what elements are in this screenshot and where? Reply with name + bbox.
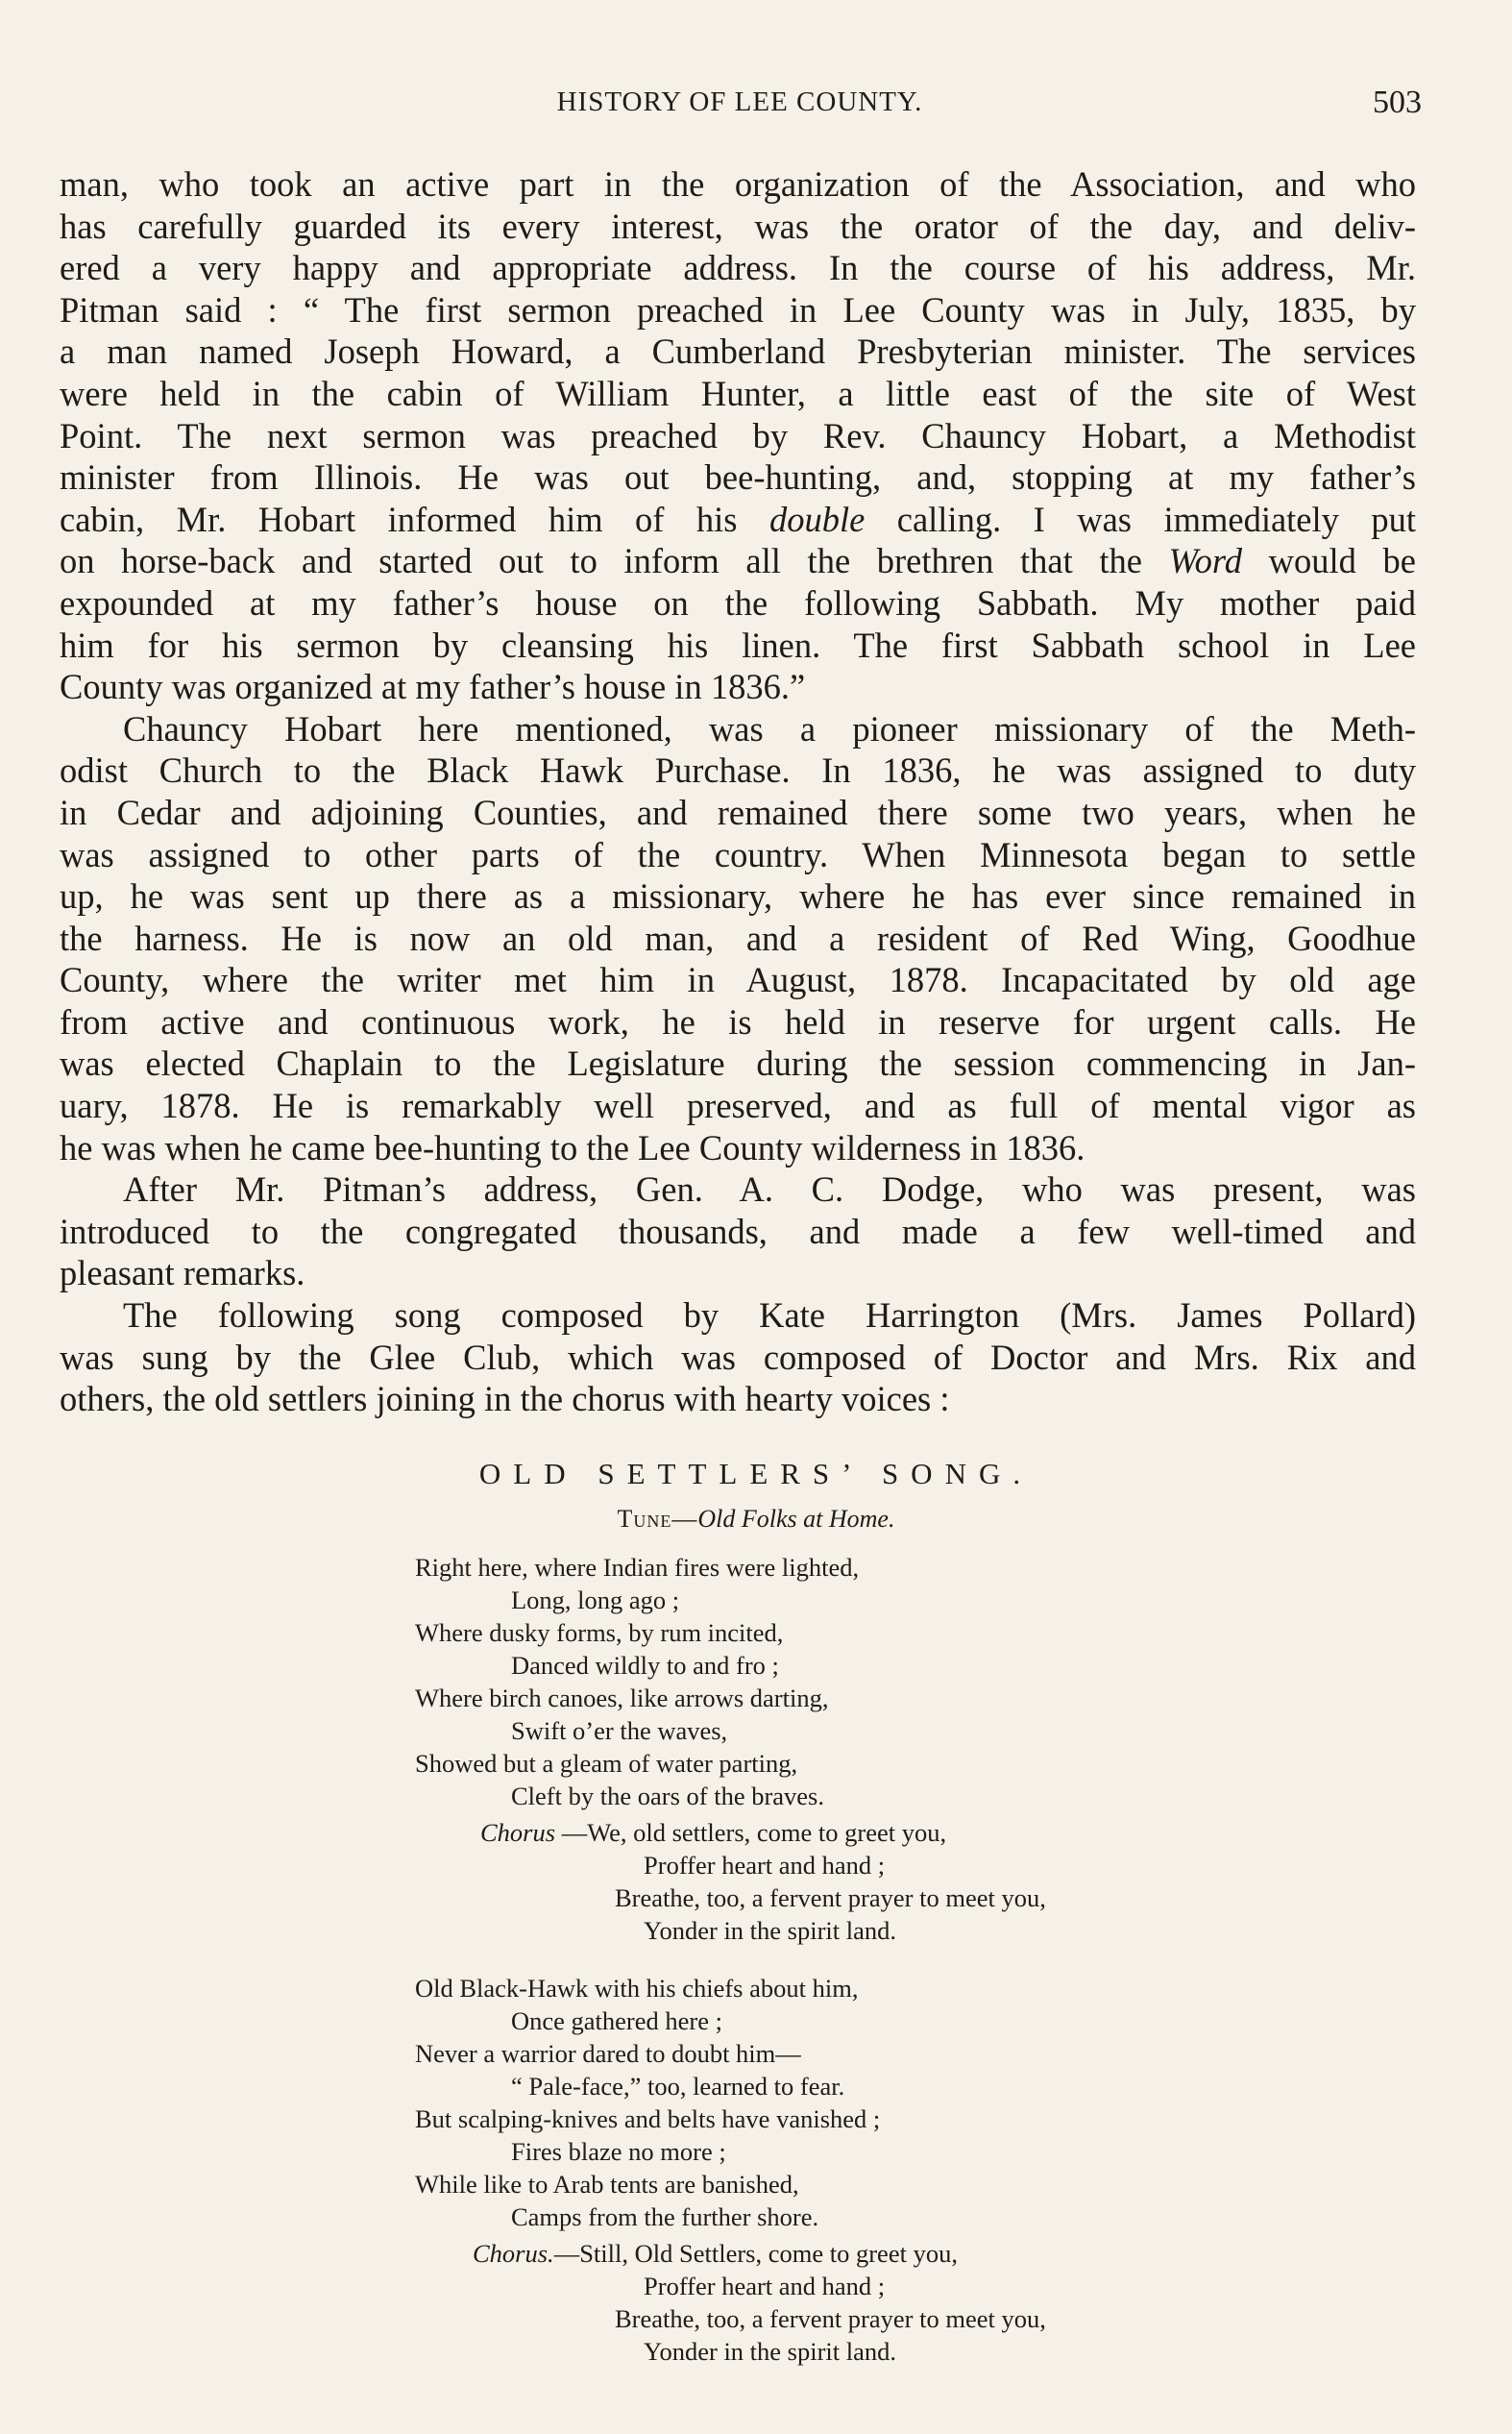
text-segment: calling. I was immediately put <box>865 499 1416 539</box>
song-title: OLD SETTLERS’ SONG. <box>478 1457 1034 1490</box>
verse-line: While like to Arab tents are banished, <box>415 2170 799 2199</box>
verse-line: But scalping-knives and belts have vanished ; <box>415 2104 881 2133</box>
chorus-line <box>480 1818 946 1847</box>
chorus-line: Yonder in the spirit land. <box>644 1916 897 1945</box>
chorus-line: Proffer heart and hand ; <box>644 2272 886 2300</box>
song-tune <box>0 1505 1512 1534</box>
running-head <box>58 86 1422 125</box>
italic-word: double <box>768 499 866 539</box>
text-line: odist Church to the Black Hawk Purchase. In 1836, he was assigned to duty <box>60 750 1416 791</box>
chorus-line: Proffer heart and hand ; <box>644 1851 886 1880</box>
verse-line: Never a warrior dared to doubt him— <box>415 2039 801 2068</box>
tune-label: Tune— <box>617 1505 698 1533</box>
chorus-label: Chorus <box>480 1818 556 1847</box>
text-line <box>60 499 1416 541</box>
italic-word: Word <box>1168 541 1243 581</box>
text-line: man, who took an active part in the organization of the Association, and who <box>60 164 1416 204</box>
text-line: was elected Chaplain to the Legislature during the session commencing in Jan- <box>60 1044 1416 1084</box>
chorus-text: —We, old settlers, come to greet you, <box>555 1818 947 1847</box>
text-line: Chauncy Hobart here mentioned, was a pioneer missionary of the Meth- <box>123 708 1416 749</box>
text-line: a man named Joseph Howard, a Cumberland Presbyterian minister. The services <box>60 332 1416 372</box>
text-line: him for his sermon by cleansing his linen. The first Sabbath school in Lee <box>60 625 1416 665</box>
text-line: pleasant remarks. <box>60 1253 305 1293</box>
text-line: others, the old settlers joining in the chorus with hearty voices : <box>60 1379 950 1419</box>
text-line: in Cedar and adjoining Counties, and remained there some two years, when he <box>60 792 1416 832</box>
verse-line: Fires blaze no more ; <box>511 2137 726 2166</box>
chorus-line: Yonder in the spirit land. <box>644 2337 897 2366</box>
text-line: Pitman said : “ The first sermon preached in Lee County was in July, 1835, by <box>60 289 1416 330</box>
text-line: County was organized at my father’s house in 1836.” <box>60 667 806 707</box>
verse-line: Cleft by the oars of the braves. <box>511 1782 824 1810</box>
verse-line: “ Pale-face,” too, learned to fear. <box>511 2072 845 2101</box>
verse-line: Once gathered here ; <box>511 2006 722 2035</box>
text-line: ered a very happy and appropriate address. In the course of his address, Mr. <box>60 248 1416 288</box>
text-line: he was when he came bee-hunting to the Lee County wilderness in 1836. <box>60 1127 1085 1168</box>
chorus-line: Breathe, too, a fervent prayer to meet you, <box>615 1883 1046 1912</box>
verse-line: Where birch canoes, like arrows darting, <box>415 1684 829 1712</box>
paragraph-2 <box>60 708 1416 1169</box>
text-line: was assigned to other parts of the country. When Minnesota began to settle <box>60 834 1416 874</box>
text-line: minister from Illinois. He was out bee-hunting, and, stopping at my father’s <box>60 457 1416 498</box>
page-number: 503 <box>1373 85 1422 120</box>
running-title: HISTORY OF LEE COUNTY. <box>556 86 923 117</box>
text-segment: on horse-back and started out to inform all the brethren that the <box>60 541 1169 581</box>
text-line: were held in the cabin of William Hunter, a little east of the site of West <box>60 373 1416 413</box>
tune-name: Old Folks at Home. <box>697 1505 895 1533</box>
verse-line: Old Black-Hawk with his chiefs about him, <box>415 1974 859 2003</box>
verse-line: Danced wildly to and fro ; <box>511 1651 779 1680</box>
text-line: the harness. He is now an old man, and a resident of Red Wing, Goodhue <box>60 918 1416 958</box>
text-line: expounded at my father’s house on the following Sabbath. My mother paid <box>60 582 1416 623</box>
text-line: County, where the writer met him in August, 1878. Incapacitated by old age <box>60 960 1416 1000</box>
text-segment: cabin, Mr. Hobart informed him of his <box>60 499 769 539</box>
text-line: was sung by the Glee Club, which was composed of Doctor and Mrs. Rix and <box>60 1337 1416 1377</box>
chorus-line <box>473 2239 958 2268</box>
text-line: has carefully guarded its every interest, was the orator of the day, and deliv- <box>60 206 1416 246</box>
paragraph-3 <box>60 1168 1416 1294</box>
text-segment: would be <box>1242 541 1417 581</box>
text-line: uary, 1878. He is remarkably well preserved, and as full of mental vigor as <box>60 1086 1416 1126</box>
paragraph-4 <box>60 1294 1416 1420</box>
verse-line: Where dusky forms, by rum incited, <box>415 1618 784 1647</box>
text-line <box>60 540 1416 582</box>
chorus-text: —Still, Old Settlers, come to greet you, <box>553 2239 958 2268</box>
text-line: up, he was sent up there as a missionary, where he has ever since remained in <box>60 876 1416 917</box>
verse-line: Right here, where Indian fires were lighted, <box>415 1553 860 1582</box>
text-line: The following song composed by Kate Harrington (Mrs. James Pollard) <box>123 1295 1416 1336</box>
text-line: After Mr. Pitman’s address, Gen. A. C. Dodge, who was present, was <box>123 1169 1416 1210</box>
verse-line: Long, long ago ; <box>511 1586 680 1614</box>
verse-line: Swift o’er the waves, <box>511 1716 728 1745</box>
verse-line: Showed but a gleam of water parting, <box>415 1749 798 1778</box>
text-line: introduced to the congregated thousands, and made a few well-timed and <box>60 1211 1416 1251</box>
text-line: from active and continuous work, he is held in reserve for urgent calls. He <box>60 1001 1416 1042</box>
body-text <box>60 163 1416 1420</box>
verse-line: Camps from the further shore. <box>511 2202 819 2231</box>
text-line: Point. The next sermon was preached by Rev. Chauncy Hobart, a Methodist <box>60 415 1416 455</box>
chorus-label: Chorus. <box>473 2239 554 2268</box>
chorus-line: Breathe, too, a fervent prayer to meet you, <box>615 2304 1046 2333</box>
paragraph-1 <box>60 163 1416 708</box>
